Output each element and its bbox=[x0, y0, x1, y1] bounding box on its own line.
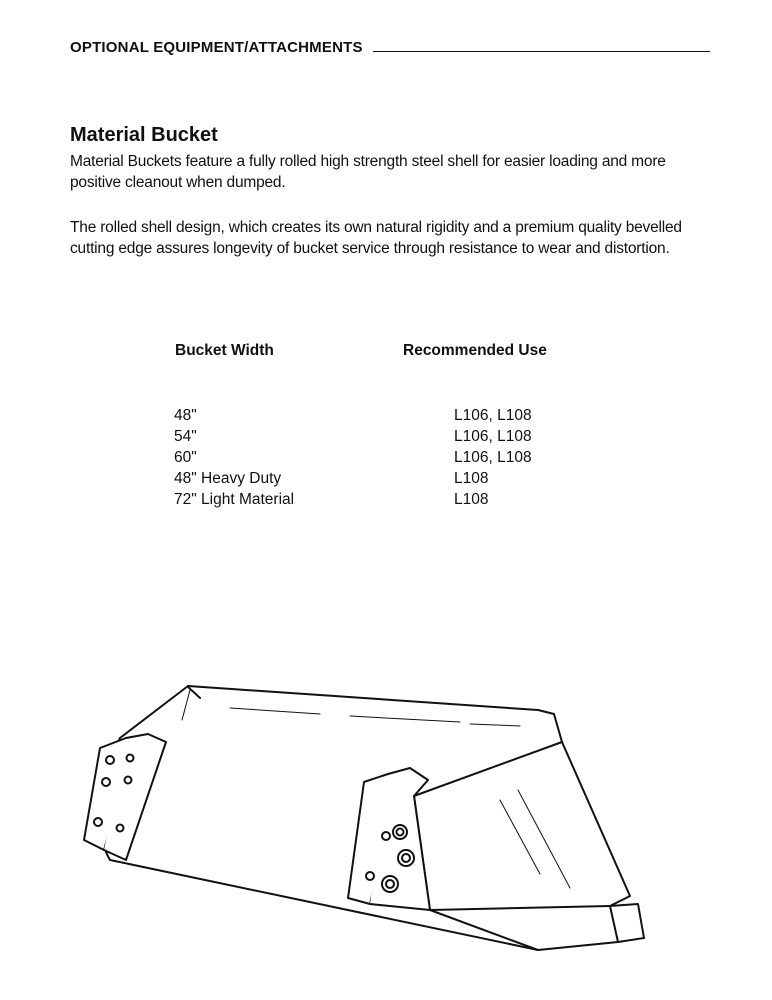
bucket-width-cell: 60" bbox=[174, 449, 197, 466]
table-row bbox=[174, 426, 532, 447]
table-row bbox=[174, 468, 532, 489]
recommended-use-cell: L108 bbox=[454, 491, 489, 508]
description-paragraph-2: The rolled shell design, which creates its own natural rigidity and a premium quality bevelled cutting edge assures longevity of bucket service through resistance to wear and distortion. bbox=[70, 219, 682, 257]
recommended-use-cell: L106, L108 bbox=[454, 407, 532, 424]
recommended-use-cell: L108 bbox=[454, 470, 489, 487]
bucket-width-cell: 48" Heavy Duty bbox=[174, 470, 282, 487]
table-row bbox=[174, 489, 532, 510]
recommended-use-cell: L106, L108 bbox=[454, 428, 532, 445]
page-header bbox=[70, 36, 710, 56]
bucket-width-cell: 54" bbox=[174, 428, 197, 445]
bucket-width-cell: 72" Light Material bbox=[174, 491, 295, 508]
recommended-use-header: Recommended Use bbox=[403, 342, 547, 359]
description-paragraph-1: Material Buckets feature a fully rolled high strength steel shell for easier loading and more positive cleanout when dumped. bbox=[70, 153, 666, 191]
bucket-spec-table bbox=[174, 405, 532, 510]
bucket-width-header: Bucket Width bbox=[175, 342, 274, 359]
section-label: OPTIONAL EQUIPMENT/ATTACHMENTS bbox=[70, 39, 363, 56]
material-bucket-illustration bbox=[70, 660, 710, 980]
bucket-width-cell: 48" bbox=[174, 407, 197, 424]
table-row bbox=[174, 405, 532, 426]
table-row bbox=[174, 447, 532, 468]
page-title: Material Bucket bbox=[70, 124, 218, 146]
header-rule bbox=[373, 51, 710, 52]
recommended-use-cell: L106, L108 bbox=[454, 449, 532, 466]
